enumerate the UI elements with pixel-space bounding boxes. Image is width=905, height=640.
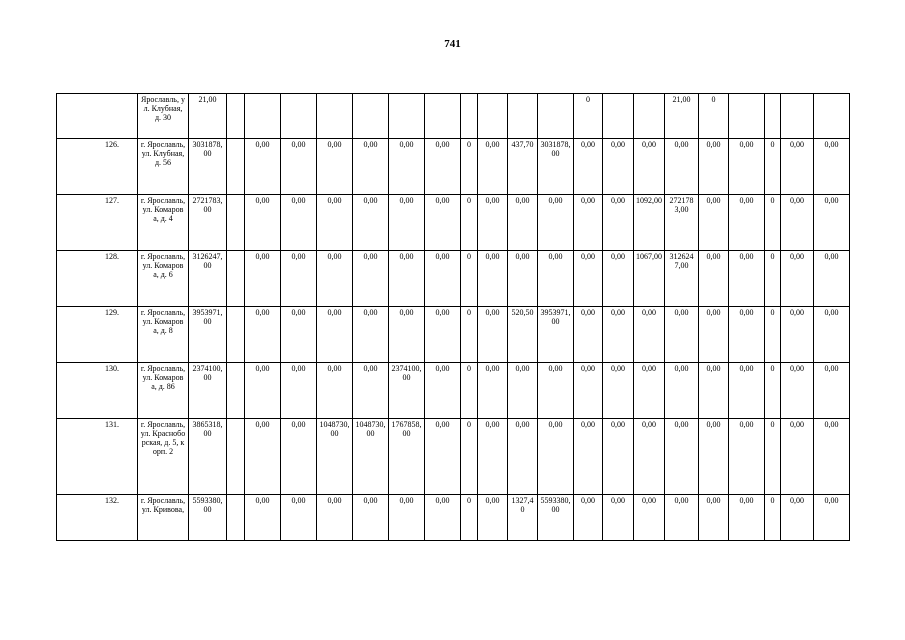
value-cell [281, 94, 317, 139]
value-cell: 1092,00 [634, 195, 665, 251]
value-cell: 0,00 [665, 495, 699, 541]
value-cell: 0,00 [317, 195, 353, 251]
value-cell: 0,00 [425, 419, 461, 495]
value-cell: 0,00 [574, 195, 603, 251]
value-cell [317, 94, 353, 139]
row-number-cell: 126. [57, 139, 138, 195]
value-cell: 0,00 [425, 495, 461, 541]
value-cell [781, 94, 814, 139]
value-cell: 0,00 [729, 251, 765, 307]
value-cell [634, 94, 665, 139]
value-cell: 0,00 [538, 419, 574, 495]
value-cell [603, 94, 634, 139]
value-cell: 0,00 [317, 251, 353, 307]
row-number-cell: 127. [57, 195, 138, 251]
value-cell [478, 94, 508, 139]
table-row [57, 363, 850, 419]
value-cell: 3126247,00 [665, 251, 699, 307]
value-cell: 3126247,00 [189, 251, 227, 307]
value-cell: 0,00 [729, 363, 765, 419]
value-cell: 0,00 [353, 251, 389, 307]
value-cell: 0 [765, 307, 781, 363]
value-cell: 0,00 [425, 139, 461, 195]
value-cell [227, 419, 245, 495]
value-cell: 0,00 [353, 307, 389, 363]
value-cell: 0,00 [729, 195, 765, 251]
value-cell: 0 [461, 307, 478, 363]
address-cell: г. Ярославль, ул. Клубная, д. 56 [138, 139, 189, 195]
value-cell: 0,00 [574, 139, 603, 195]
value-cell: 2374100,00 [389, 363, 425, 419]
value-cell: 0,00 [281, 419, 317, 495]
value-cell: 0,00 [699, 419, 729, 495]
row-number-cell: 129. [57, 307, 138, 363]
address-cell: г. Ярославль, ул. Комарова, д. 6 [138, 251, 189, 307]
value-cell [227, 251, 245, 307]
value-cell: 0,00 [781, 251, 814, 307]
value-cell: 0,00 [699, 307, 729, 363]
row-number-cell: 131. [57, 419, 138, 495]
address-cell: г. Ярославль, ул. Краснобо рская, д. 5, корп. 2 [138, 419, 189, 495]
value-cell [508, 94, 538, 139]
value-cell: 2721783,00 [189, 195, 227, 251]
value-cell: 0,00 [603, 495, 634, 541]
value-cell: 0,00 [478, 495, 508, 541]
value-cell: 0,00 [574, 495, 603, 541]
row-number-cell [57, 94, 138, 139]
value-cell: 0,00 [281, 363, 317, 419]
value-cell: 21,00 [665, 94, 699, 139]
value-cell: 0,00 [281, 307, 317, 363]
row-number-cell: 130. [57, 363, 138, 419]
value-cell: 0,00 [603, 307, 634, 363]
value-cell [227, 495, 245, 541]
value-cell: 0 [461, 419, 478, 495]
value-cell: 0,00 [574, 307, 603, 363]
value-cell: 1067,00 [634, 251, 665, 307]
value-cell: 0,00 [478, 195, 508, 251]
value-cell: 0,00 [478, 419, 508, 495]
table-row [57, 139, 850, 195]
value-cell: 0,00 [781, 307, 814, 363]
value-cell [227, 363, 245, 419]
value-cell: 0,00 [353, 195, 389, 251]
value-cell: 0,00 [781, 363, 814, 419]
value-cell: 0 [765, 251, 781, 307]
value-cell: 0,00 [781, 495, 814, 541]
value-cell: 0,00 [478, 139, 508, 195]
table-row [57, 495, 850, 541]
value-cell: 0 [765, 195, 781, 251]
value-cell: 0,00 [478, 363, 508, 419]
address-cell: г. Ярославль, ул. Комарова, д. 8 [138, 307, 189, 363]
value-cell: 0 [461, 139, 478, 195]
value-cell [227, 195, 245, 251]
value-cell: 0,00 [665, 307, 699, 363]
value-cell: 0,00 [245, 495, 281, 541]
value-cell: 0,00 [699, 139, 729, 195]
value-cell: 0,00 [699, 195, 729, 251]
value-cell: 0 [699, 94, 729, 139]
value-cell: 0,00 [634, 139, 665, 195]
value-cell: 0,00 [603, 363, 634, 419]
value-cell: 0,00 [814, 251, 850, 307]
value-cell: 0,00 [634, 307, 665, 363]
value-cell: 0,00 [603, 139, 634, 195]
value-cell: 0,00 [353, 495, 389, 541]
value-cell: 0,00 [729, 307, 765, 363]
value-cell: 3953971,00 [189, 307, 227, 363]
value-cell [389, 94, 425, 139]
value-cell: 0,00 [781, 139, 814, 195]
value-cell: 0,00 [317, 139, 353, 195]
value-cell: 0,00 [781, 419, 814, 495]
value-cell: 0,00 [425, 307, 461, 363]
value-cell: 0,00 [814, 495, 850, 541]
value-cell: 0,00 [245, 139, 281, 195]
value-cell [227, 94, 245, 139]
value-cell: 21,00 [189, 94, 227, 139]
value-cell: 0,00 [281, 139, 317, 195]
value-cell: 0 [765, 495, 781, 541]
value-cell: 0 [461, 195, 478, 251]
value-cell: 0,00 [574, 363, 603, 419]
value-cell: 0,00 [389, 139, 425, 195]
value-cell: 0,00 [781, 195, 814, 251]
value-cell: 0,00 [245, 307, 281, 363]
value-cell: 0,00 [281, 195, 317, 251]
value-cell: 0,00 [603, 195, 634, 251]
value-cell: 3953971,00 [538, 307, 574, 363]
value-cell: 0,00 [425, 251, 461, 307]
value-cell [353, 94, 389, 139]
value-cell: 2374100,00 [189, 363, 227, 419]
value-cell [538, 94, 574, 139]
value-cell: 0 [461, 251, 478, 307]
value-cell: 0,00 [281, 251, 317, 307]
value-cell: 1327,40 [508, 495, 538, 541]
value-cell: 0,00 [389, 195, 425, 251]
value-cell: 0 [765, 139, 781, 195]
value-cell: 0,00 [699, 251, 729, 307]
value-cell: 0,00 [814, 363, 850, 419]
table-row [57, 195, 850, 251]
value-cell: 3031878,00 [189, 139, 227, 195]
value-cell: 0 [574, 94, 603, 139]
value-cell: 0,00 [729, 495, 765, 541]
value-cell: 0,00 [665, 419, 699, 495]
value-cell: 0,00 [603, 419, 634, 495]
value-cell: 0,00 [425, 195, 461, 251]
value-cell: 0,00 [665, 363, 699, 419]
value-cell: 0,00 [814, 419, 850, 495]
value-cell: 0,00 [389, 251, 425, 307]
value-cell: 0,00 [814, 139, 850, 195]
value-cell: 0,00 [634, 363, 665, 419]
value-cell: 3031878,00 [538, 139, 574, 195]
value-cell: 0,00 [317, 363, 353, 419]
value-cell [245, 94, 281, 139]
value-cell: 0,00 [574, 419, 603, 495]
value-cell: 0,00 [814, 195, 850, 251]
value-cell: 0,00 [634, 419, 665, 495]
row-number-cell: 128. [57, 251, 138, 307]
value-cell: 0,00 [353, 139, 389, 195]
row-number-cell: 132. [57, 495, 138, 541]
value-cell: 1048730,00 [317, 419, 353, 495]
value-cell [765, 94, 781, 139]
value-cell: 0,00 [508, 195, 538, 251]
value-cell: 0,00 [317, 307, 353, 363]
value-cell: 0,00 [317, 495, 353, 541]
value-cell: 0,00 [389, 307, 425, 363]
value-cell: 0,00 [574, 251, 603, 307]
value-cell: 5593380,00 [189, 495, 227, 541]
value-cell [729, 94, 765, 139]
value-cell: 0,00 [665, 139, 699, 195]
value-cell: 0 [765, 419, 781, 495]
table-row [57, 419, 850, 495]
value-cell [461, 94, 478, 139]
value-cell: 0,00 [425, 363, 461, 419]
value-cell: 0,00 [603, 251, 634, 307]
value-cell [227, 139, 245, 195]
value-cell: 0,00 [245, 251, 281, 307]
value-cell: 0,00 [538, 195, 574, 251]
value-cell: 1767858,00 [389, 419, 425, 495]
registry-table-wrapper [56, 93, 850, 541]
table-row [57, 94, 850, 139]
address-cell: г. Ярославль, ул. Комарова, д. 86 [138, 363, 189, 419]
value-cell: 0,00 [508, 419, 538, 495]
value-cell: 2721783,00 [665, 195, 699, 251]
value-cell: 0,00 [353, 363, 389, 419]
value-cell: 0,00 [729, 419, 765, 495]
value-cell: 0,00 [281, 495, 317, 541]
value-cell: 0,00 [814, 307, 850, 363]
value-cell: 0,00 [389, 495, 425, 541]
value-cell: 0,00 [729, 139, 765, 195]
value-cell: 0,00 [699, 363, 729, 419]
value-cell: 0,00 [478, 251, 508, 307]
value-cell: 0,00 [538, 363, 574, 419]
address-cell: Ярославль, ул. Клубная, д. 30 [138, 94, 189, 139]
page-number: 741 [444, 38, 461, 50]
value-cell: 520,50 [508, 307, 538, 363]
value-cell [227, 307, 245, 363]
value-cell: 437,70 [508, 139, 538, 195]
value-cell: 0,00 [245, 363, 281, 419]
address-cell: г. Ярославль, ул. Комарова, д. 4 [138, 195, 189, 251]
value-cell: 0,00 [245, 419, 281, 495]
registry-table [56, 93, 850, 541]
value-cell: 0 [461, 363, 478, 419]
table-row [57, 251, 850, 307]
value-cell: 1048730,00 [353, 419, 389, 495]
value-cell: 0,00 [508, 363, 538, 419]
value-cell: 0,00 [634, 495, 665, 541]
value-cell: 0 [461, 495, 478, 541]
value-cell: 0,00 [245, 195, 281, 251]
value-cell: 0,00 [538, 251, 574, 307]
table-row [57, 307, 850, 363]
value-cell: 0,00 [699, 495, 729, 541]
address-cell: г. Ярославль, ул. Кривова, [138, 495, 189, 541]
value-cell: 0,00 [478, 307, 508, 363]
value-cell: 5593380,00 [538, 495, 574, 541]
value-cell: 0,00 [508, 251, 538, 307]
value-cell: 3865318,00 [189, 419, 227, 495]
value-cell [425, 94, 461, 139]
value-cell: 0 [765, 363, 781, 419]
value-cell [814, 94, 850, 139]
